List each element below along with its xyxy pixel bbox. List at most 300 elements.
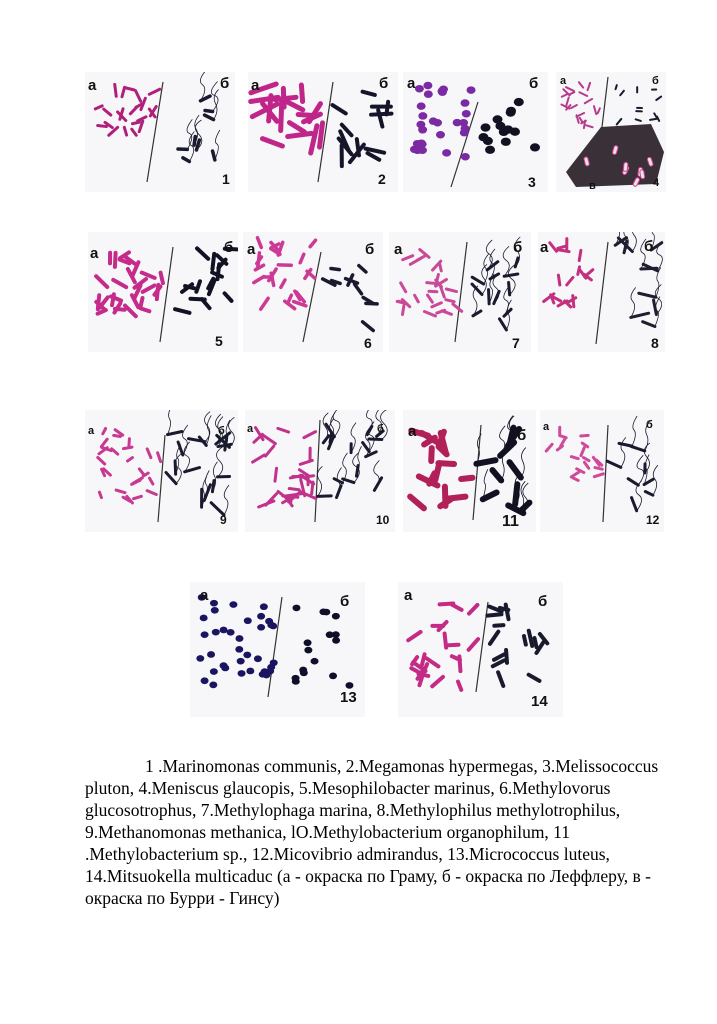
coccus-cell-a: [413, 147, 422, 155]
coccus-cell-b: [311, 658, 319, 665]
panel-3-drawing: [403, 72, 548, 192]
coccus-cell-a: [229, 601, 237, 608]
rod-cell-b: [617, 119, 622, 125]
panel-7-label-b: б: [513, 239, 523, 256]
rod-cell-a: [288, 295, 291, 302]
rod-cell-a: [570, 92, 575, 94]
panel-3: [403, 72, 548, 192]
rod-cell-b: [355, 284, 362, 294]
flagellum: [200, 72, 205, 101]
rod-cell-b: [504, 274, 518, 276]
rod-cell-b: [472, 277, 483, 284]
flagellum: [215, 130, 220, 160]
coccus-cell-a: [201, 677, 209, 684]
panel-5-label-b: б: [224, 239, 234, 256]
coccus-cell-a: [467, 86, 476, 94]
coccus-cell-a: [209, 682, 217, 689]
coccus-cell-a: [196, 655, 204, 662]
rod-cell-b: [363, 443, 370, 452]
coccus-cell-a: [462, 110, 471, 118]
coccus-cell-a: [257, 613, 265, 620]
panel-6: [243, 232, 383, 352]
panel-13-number: 13: [340, 689, 357, 706]
coccus-cell-a: [269, 623, 277, 630]
capsulated-cell: [623, 162, 628, 171]
coccus-cell-a: [212, 629, 220, 636]
capsule-stain-field: [566, 124, 664, 187]
rod-cell-a: [447, 497, 466, 499]
coccus-cell-a: [210, 668, 218, 675]
flagellum: [632, 416, 637, 446]
coccus-cell-a: [200, 615, 208, 622]
flagellum: [317, 466, 322, 496]
rod-cell-b: [213, 151, 215, 160]
rod-cell-a: [431, 448, 432, 461]
rod-cell-a: [403, 256, 413, 260]
coccus-cell-b: [485, 146, 495, 154]
rod-cell-b: [506, 650, 507, 663]
rod-cell-a: [557, 446, 562, 450]
panel-5-number: 5: [215, 333, 223, 349]
coccus-cell-b: [345, 682, 353, 689]
panel-10-label-a: а: [247, 423, 254, 435]
panel-13-label-a: а: [200, 587, 209, 604]
coccus-cell-a: [210, 600, 218, 607]
rod-cell-b: [631, 446, 645, 450]
rod-cell-a: [98, 457, 105, 463]
rod-cell-a: [588, 83, 590, 90]
rod-cell-b: [205, 110, 213, 111]
rod-cell-a: [595, 468, 602, 470]
rod-cell-a: [96, 276, 107, 287]
rod-cell-a: [283, 88, 284, 107]
panel-12-number: 12: [646, 513, 660, 527]
rod-cell-a: [469, 639, 478, 650]
rod-cell-a: [132, 122, 139, 124]
rod-cell-a: [142, 273, 155, 278]
divider-line: [268, 597, 282, 697]
rod-cell-a: [446, 300, 454, 302]
rod-cell-a: [410, 258, 420, 264]
panel-14: [398, 582, 563, 717]
rod-cell-a: [132, 129, 137, 135]
flagellum: [631, 287, 636, 317]
rod-cell-a: [285, 101, 303, 110]
rod-cell-b: [489, 290, 490, 304]
rod-cell-b: [524, 636, 526, 645]
rod-cell-a: [427, 283, 438, 284]
rod-cell-b: [494, 625, 503, 626]
rod-cell-b: [509, 283, 510, 295]
rod-cell-a: [257, 238, 261, 248]
rod-cell-b: [650, 119, 657, 120]
flagellum: [183, 425, 188, 455]
rod-cell-a: [421, 654, 424, 667]
panel-12-label-a: а: [543, 421, 550, 433]
rod-cell-a: [101, 439, 107, 447]
coccus-cell-a: [424, 90, 433, 98]
coccus-cell-b: [292, 675, 300, 682]
coccus-cell-b: [501, 138, 511, 146]
rod-cell-b: [641, 268, 657, 269]
rod-cell-a: [298, 114, 316, 115]
rod-cell-b: [636, 119, 641, 121]
divider-line: [473, 425, 481, 520]
rod-cell-b: [368, 153, 380, 160]
divider-line: [158, 435, 165, 522]
figure-caption: [85, 755, 665, 909]
rod-cell-a: [112, 294, 114, 305]
flagellum: [637, 455, 644, 485]
panel-3-label-b: б: [529, 75, 539, 92]
panel-4-label-a: а: [560, 75, 567, 87]
rod-cell-a: [281, 280, 285, 287]
divider-line: [160, 247, 173, 342]
panel-5: [88, 232, 238, 352]
flagellum: [167, 410, 172, 435]
rod-cell-a: [122, 87, 125, 96]
flagellum: [476, 434, 481, 464]
panel-10-number: 10: [376, 513, 390, 527]
coccus-cell-a: [237, 658, 245, 665]
panel-7-label-a: а: [394, 241, 403, 258]
rod-cell-a: [459, 656, 460, 671]
rod-cell-a: [116, 490, 125, 493]
rod-cell-b: [643, 322, 655, 327]
rod-cell-a: [586, 125, 592, 127]
coccus-cell-a: [461, 153, 470, 161]
rod-cell-b: [639, 293, 656, 297]
coccus-cell-b: [300, 670, 308, 677]
panel-1-label-b: б: [220, 75, 230, 92]
panel-11-number: 11: [502, 513, 519, 530]
coccus-cell-a: [220, 627, 228, 634]
rod-cell-a: [558, 250, 569, 252]
rod-cell-a: [579, 82, 583, 87]
rod-cell-b: [476, 460, 495, 464]
rod-cell-b: [483, 492, 497, 499]
coccus-cell-a: [453, 119, 462, 127]
rod-cell-b: [212, 272, 222, 276]
panel-10-label-b: б: [377, 423, 384, 435]
rod-cell-a: [123, 447, 132, 449]
panel-9-label-b: б: [218, 425, 225, 437]
panel-5-label-a: а: [90, 245, 99, 262]
rod-cell-a: [594, 474, 603, 477]
rod-cell-b: [333, 105, 346, 113]
rod-cell-a: [149, 89, 159, 94]
rod-cell-a: [288, 133, 312, 136]
panel-3-number: 3: [528, 174, 536, 190]
rod-cell-a: [311, 126, 317, 153]
rod-cell-b: [348, 275, 353, 285]
rod-cell-a: [583, 458, 589, 461]
rod-cell-b: [534, 638, 536, 647]
rod-cell-a: [442, 311, 451, 314]
coccus-cell-b: [329, 673, 337, 680]
panel-4-label-b: б: [652, 75, 659, 87]
coccus-cell-b: [514, 98, 524, 106]
panel-2-number: 2: [378, 171, 386, 187]
rod-cell-a: [581, 447, 584, 455]
rod-cell-a: [441, 287, 445, 297]
coccus-cell-a: [207, 651, 215, 658]
panel-12-label-b: б: [646, 419, 653, 431]
rod-cell-a: [258, 253, 260, 267]
rod-cell-b: [654, 300, 657, 315]
panel-1: [85, 72, 235, 192]
rod-cell-b: [520, 503, 529, 512]
rod-cell-a: [440, 432, 444, 443]
rod-cell-a: [115, 309, 125, 310]
coccus-cell-a: [418, 112, 427, 120]
rod-cell-a: [310, 240, 315, 246]
divider-line: [602, 77, 608, 127]
flagellum: [621, 437, 626, 467]
coccus-cell-b: [483, 137, 493, 145]
rod-cell-a: [130, 108, 136, 114]
rod-cell-a: [266, 446, 274, 456]
panel-9-drawing: [85, 410, 238, 532]
panel-4-number: 4: [653, 177, 660, 189]
panel-6-label-a: а: [247, 241, 256, 258]
panel-14-label-b: б: [538, 593, 548, 610]
rod-cell-a: [584, 121, 585, 129]
rod-cell-b: [656, 97, 661, 101]
rod-cell-b: [498, 672, 503, 686]
coccus-cell-a: [262, 672, 270, 679]
coccus-cell-a: [220, 662, 228, 669]
rod-cell-b: [529, 631, 532, 646]
rod-cell-b: [487, 614, 501, 615]
rod-cell-a: [567, 277, 573, 284]
coccus-cell-b: [319, 608, 327, 615]
rod-cell-b: [632, 498, 637, 511]
panel-2: [248, 72, 398, 192]
panel-6-label-b: б: [365, 241, 375, 258]
rod-cell-a: [550, 243, 557, 252]
rod-cell-a: [154, 287, 160, 295]
coccus-cell-a: [227, 629, 235, 636]
coccus-cell-b: [332, 637, 340, 644]
rod-cell-a: [113, 280, 126, 287]
panel-6-number: 6: [364, 335, 372, 351]
flagellum: [214, 90, 219, 120]
panel-4: [556, 72, 666, 192]
coccus-cell-b: [292, 605, 300, 612]
rod-cell-b: [363, 92, 375, 95]
rod-cell-a: [261, 298, 268, 309]
rod-cell-a: [114, 435, 121, 436]
panel-2-drawing: [248, 72, 398, 192]
coccus-cell-a: [254, 655, 262, 662]
rod-cell-a: [301, 85, 302, 101]
rod-cell-a: [566, 87, 574, 91]
coccus-cell-b: [481, 123, 491, 131]
coccus-cell-a: [415, 85, 424, 93]
rod-cell-b: [185, 286, 194, 288]
rod-cell-a: [571, 472, 579, 477]
rod-cell-a: [581, 435, 588, 436]
panel-4-label-c: в: [589, 180, 596, 192]
rod-cell-a: [320, 123, 323, 147]
flagellum: [333, 410, 340, 437]
rod-cell-a: [143, 285, 155, 291]
rod-cell-a: [424, 312, 435, 316]
panel-7-drawing: [389, 232, 531, 352]
rod-cell-a: [278, 428, 289, 432]
panel-2-label-b: б: [379, 75, 389, 92]
rod-cell-b: [529, 675, 540, 681]
rod-cell-a: [139, 469, 144, 475]
rod-cell-a: [99, 492, 101, 497]
panel-1-label-a: а: [88, 77, 97, 94]
rod-cell-b: [363, 322, 374, 331]
rod-cell-a: [410, 497, 424, 509]
rod-cell-a: [127, 496, 133, 503]
rod-cell-b: [654, 113, 656, 117]
rod-cell-a: [415, 295, 419, 302]
rod-cell-a: [445, 634, 447, 648]
rod-cell-a: [158, 453, 161, 462]
rod-cell-b: [205, 115, 214, 120]
rod-cell-a: [558, 275, 559, 285]
rod-cell-a: [125, 88, 134, 90]
panel-7-number: 7: [512, 335, 520, 351]
rod-cell-a: [98, 125, 107, 126]
panel-12: [540, 410, 664, 532]
flagellum: [632, 232, 637, 252]
rod-cell-a: [300, 254, 304, 263]
rod-cell-a: [571, 105, 577, 108]
panel-8-number: 8: [651, 335, 659, 351]
rod-cell-b: [494, 654, 504, 659]
coccus-cell-a: [201, 631, 209, 638]
coccus-cell-b: [304, 647, 312, 654]
panel-1-number: 1: [222, 171, 230, 187]
panel-10: [245, 410, 395, 532]
panel-11: [403, 410, 536, 532]
rod-cell-b: [331, 268, 339, 269]
rod-cell-a: [161, 273, 163, 283]
panel-11-label-a: а: [408, 423, 417, 440]
coccus-cell-a: [442, 149, 451, 157]
rod-cell-a: [458, 682, 461, 690]
coccus-cell-a: [235, 635, 243, 642]
panel-8-label-a: а: [540, 239, 549, 256]
rod-cell-b: [386, 102, 388, 115]
divider-line: [303, 252, 321, 342]
coccus-cell-b: [304, 639, 312, 646]
rod-cell-a: [295, 291, 300, 299]
rod-cell-a: [150, 478, 153, 484]
coccus-cell-b: [503, 125, 513, 133]
rod-cell-a: [128, 458, 133, 461]
coccus-cell-a: [238, 670, 246, 677]
coccus-cell-b: [332, 613, 340, 620]
coccus-cell-a: [417, 102, 426, 110]
rod-cell-b: [499, 319, 506, 330]
coccus-cell-a: [436, 131, 445, 139]
rod-cell-a: [147, 449, 151, 458]
rod-cell-a: [103, 429, 106, 434]
rod-cell-a: [141, 298, 143, 306]
capsulated-cell: [640, 170, 645, 180]
flagellum: [187, 119, 192, 149]
rod-cell-b: [645, 492, 653, 496]
rod-cell-a: [562, 94, 567, 96]
rod-cell-b: [212, 254, 214, 269]
coccus-cell-a: [257, 624, 265, 631]
rod-cell-a: [304, 432, 316, 438]
rod-cell-a: [566, 97, 568, 105]
rod-cell-b: [616, 85, 617, 89]
rod-cell-b: [359, 266, 366, 272]
rod-cell-b: [175, 309, 189, 313]
rod-cell-b: [363, 297, 372, 303]
panel-11-label-b: б: [517, 427, 527, 444]
rod-cell-a: [125, 306, 136, 317]
rod-cell-a: [135, 91, 140, 102]
panel-2-label-a: а: [251, 77, 260, 94]
rod-cell-b: [183, 158, 189, 162]
panel-13: [190, 582, 365, 717]
flagellum: [224, 485, 229, 515]
rod-cell-a: [124, 127, 126, 135]
rod-cell-a: [262, 139, 282, 146]
divider-line: [315, 420, 320, 522]
rod-cell-a: [401, 283, 406, 292]
rod-cell-b: [167, 432, 181, 435]
panel-14-number: 14: [531, 693, 548, 710]
rod-cell-a: [584, 462, 588, 468]
coccus-cell-a: [211, 607, 219, 614]
coccus-cell-a: [246, 668, 254, 675]
rod-cell-a: [598, 108, 600, 113]
rod-cell-b: [607, 461, 621, 467]
rod-cell-b: [628, 479, 638, 485]
rod-cell-a: [461, 478, 472, 479]
panel-8-label-b: б: [644, 238, 654, 255]
panel-9-number: 9: [220, 513, 227, 527]
rod-cell-a: [428, 295, 433, 302]
panel-7: [389, 232, 531, 352]
rod-cell-a: [469, 605, 477, 614]
coccus-cell-a: [243, 652, 251, 659]
rod-cell-a: [579, 92, 587, 96]
rod-cell-b: [197, 248, 208, 258]
coccus-cell-b: [506, 108, 516, 116]
coccus-cell-a: [438, 88, 447, 96]
rod-cell-b: [620, 91, 624, 96]
rod-cell-a: [275, 468, 277, 481]
divider-line: [596, 242, 608, 344]
panel-14-label-a: а: [404, 587, 413, 604]
panel-9: [85, 410, 238, 532]
coccus-cell-a: [235, 646, 243, 653]
panel-9-label-a: а: [88, 425, 95, 437]
rod-cell-b: [225, 293, 232, 301]
rod-cell-a: [594, 106, 596, 114]
rod-cell-a: [289, 489, 299, 490]
rod-cell-a: [446, 289, 456, 292]
panel-6-drawing: [243, 232, 383, 352]
coccus-cell-a: [433, 119, 442, 127]
rod-cell-b: [196, 281, 200, 291]
rod-cell-a: [580, 118, 583, 123]
rod-cell-a: [115, 253, 116, 267]
rod-cell-a: [402, 305, 403, 314]
